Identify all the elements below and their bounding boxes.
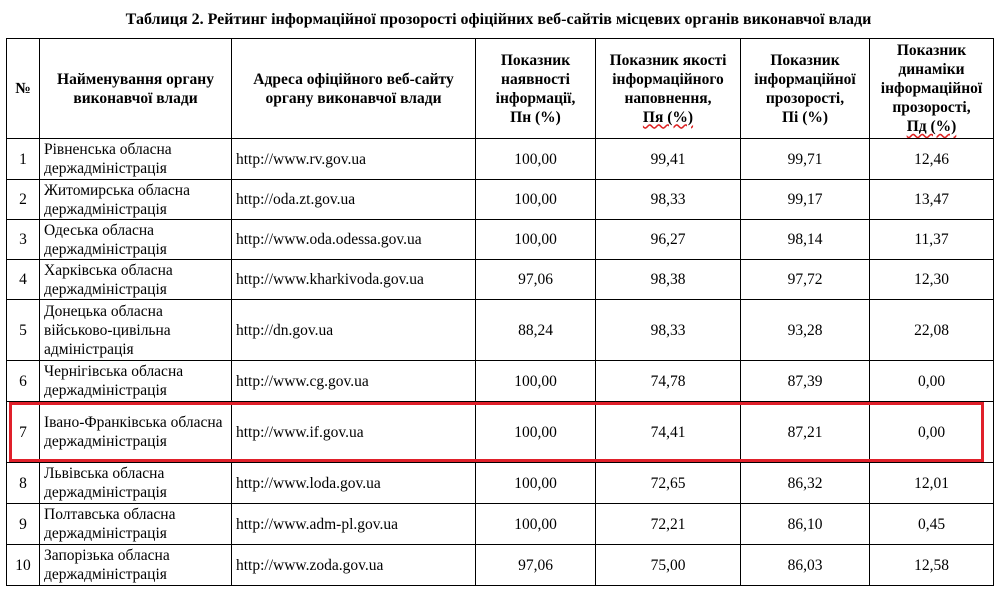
cell-url: http://www.if.gov.ua xyxy=(232,402,476,463)
header-pn-label: Показник наявності інформації, xyxy=(495,51,576,107)
cell-pd: 0,45 xyxy=(870,504,994,545)
cell-name: Полтавська обласна держадміністрація xyxy=(40,504,232,545)
rating-table xyxy=(6,38,994,586)
header-pya-symbol: Пя (%) xyxy=(642,108,694,126)
header-row xyxy=(7,39,994,139)
cell-num: 6 xyxy=(7,361,40,402)
cell-pn: 88,24 xyxy=(476,300,596,361)
cell-pn: 100,00 xyxy=(476,361,596,402)
cell-pi: 93,28 xyxy=(741,300,870,361)
cell-pya: 98,33 xyxy=(596,180,741,220)
table-row xyxy=(7,220,994,260)
cell-pd: 12,46 xyxy=(870,139,994,180)
header-pn xyxy=(476,39,596,139)
table-row xyxy=(7,260,994,300)
cell-pn: 100,00 xyxy=(476,402,596,463)
cell-num: 5 xyxy=(7,300,40,361)
cell-pya: 98,38 xyxy=(596,260,741,300)
cell-pi: 97,72 xyxy=(741,260,870,300)
cell-name: Львівська обласна держадміністрація xyxy=(40,463,232,504)
cell-name: Житомирська обласна держадміністрація xyxy=(40,180,232,220)
cell-name: Рівненська обласна держадміністрація xyxy=(40,139,232,180)
cell-pd: 12,30 xyxy=(870,260,994,300)
cell-url: http://oda.zt.gov.ua xyxy=(232,180,476,220)
cell-pn: 97,06 xyxy=(476,260,596,300)
cell-pya: 72,65 xyxy=(596,463,741,504)
cell-name: Харківська обласна держадміністрація xyxy=(40,260,232,300)
cell-pya: 72,21 xyxy=(596,504,741,545)
cell-pn: 100,00 xyxy=(476,504,596,545)
cell-url: http://www.cg.gov.ua xyxy=(232,361,476,402)
cell-pn: 97,06 xyxy=(476,545,596,586)
cell-pd: 12,01 xyxy=(870,463,994,504)
cell-pd: 0,00 xyxy=(870,402,994,463)
cell-pi: 99,17 xyxy=(741,180,870,220)
table-row xyxy=(7,180,994,220)
cell-pd: 0,00 xyxy=(870,361,994,402)
cell-pd: 12,58 xyxy=(870,545,994,586)
cell-pn: 100,00 xyxy=(476,463,596,504)
cell-name: Одеська обласна держадміністрація xyxy=(40,220,232,260)
header-pd-label: Показник динаміки інформаційної прозорості, xyxy=(880,42,983,116)
header-pd-symbol: Пд (%) xyxy=(906,118,957,135)
cell-num: 3 xyxy=(7,220,40,260)
cell-pn: 100,00 xyxy=(476,180,596,220)
table-row xyxy=(7,361,994,402)
header-num: № xyxy=(7,39,40,139)
cell-name: Івано-Франківська обласна держадміністрація xyxy=(40,402,232,463)
cell-name: Донецька обласна військово-цивільна адміністрація xyxy=(40,300,232,361)
header-pn-symbol: Пн (%) xyxy=(510,108,561,126)
cell-num: 4 xyxy=(7,260,40,300)
header-pi-label: Показник інформаційної прозорості, xyxy=(754,51,856,107)
cell-url: http://www.oda.odessa.gov.ua xyxy=(232,220,476,260)
cell-num: 9 xyxy=(7,504,40,545)
header-pya xyxy=(596,39,741,139)
cell-pya: 74,41 xyxy=(596,402,741,463)
cell-name: Чернігівська обласна держадміністрація xyxy=(40,361,232,402)
cell-pi: 87,39 xyxy=(741,361,870,402)
header-pya-label: Показник якості інформаційного наповнення, xyxy=(609,51,727,107)
cell-pya: 96,27 xyxy=(596,220,741,260)
cell-pya: 98,33 xyxy=(596,300,741,361)
cell-pi: 87,21 xyxy=(741,402,870,463)
table-row xyxy=(7,545,994,586)
header-name: Найменування органу виконавчої влади xyxy=(40,39,232,139)
cell-pn: 100,00 xyxy=(476,139,596,180)
cell-url: http://www.zoda.gov.ua xyxy=(232,545,476,586)
cell-pya: 74,78 xyxy=(596,361,741,402)
cell-pn: 100,00 xyxy=(476,220,596,260)
cell-url: http://www.rv.gov.ua xyxy=(232,139,476,180)
cell-url: http://www.kharkivoda.gov.ua xyxy=(232,260,476,300)
cell-pd: 11,37 xyxy=(870,220,994,260)
cell-pya: 75,00 xyxy=(596,545,741,586)
cell-pi: 86,03 xyxy=(741,545,870,586)
cell-num: 10 xyxy=(7,545,40,586)
table-title: Таблиця 2. Рейтинг інформаційної прозорості офіційних веб-сайтів місцевих органів виконавчої влади xyxy=(125,11,872,28)
cell-pya: 99,41 xyxy=(596,139,741,180)
cell-pi: 86,32 xyxy=(741,463,870,504)
cell-url: http://www.loda.gov.ua xyxy=(232,463,476,504)
cell-pi: 86,10 xyxy=(741,504,870,545)
cell-url: http://dn.gov.ua xyxy=(232,300,476,361)
cell-num: 2 xyxy=(7,180,40,220)
cell-num: 8 xyxy=(7,463,40,504)
cell-pi: 99,71 xyxy=(741,139,870,180)
cell-num: 7 xyxy=(7,402,40,463)
table-row xyxy=(7,139,994,180)
cell-num: 1 xyxy=(7,139,40,180)
cell-pd: 22,08 xyxy=(870,300,994,361)
header-pi-symbol: Пі (%) xyxy=(781,108,829,126)
cell-url: http://www.adm-pl.gov.ua xyxy=(232,504,476,545)
cell-pd: 13,47 xyxy=(870,180,994,220)
table-row xyxy=(7,300,994,361)
header-url: Адреса офіційного веб-сайту органу виконавчої влади xyxy=(232,39,476,139)
table-row xyxy=(7,463,994,504)
table-row xyxy=(7,504,994,545)
header-pi xyxy=(741,39,870,139)
header-pd xyxy=(870,39,994,139)
cell-name: Запорізька обласна держадміністрація xyxy=(40,545,232,586)
table-row-highlighted xyxy=(7,402,994,463)
cell-pi: 98,14 xyxy=(741,220,870,260)
